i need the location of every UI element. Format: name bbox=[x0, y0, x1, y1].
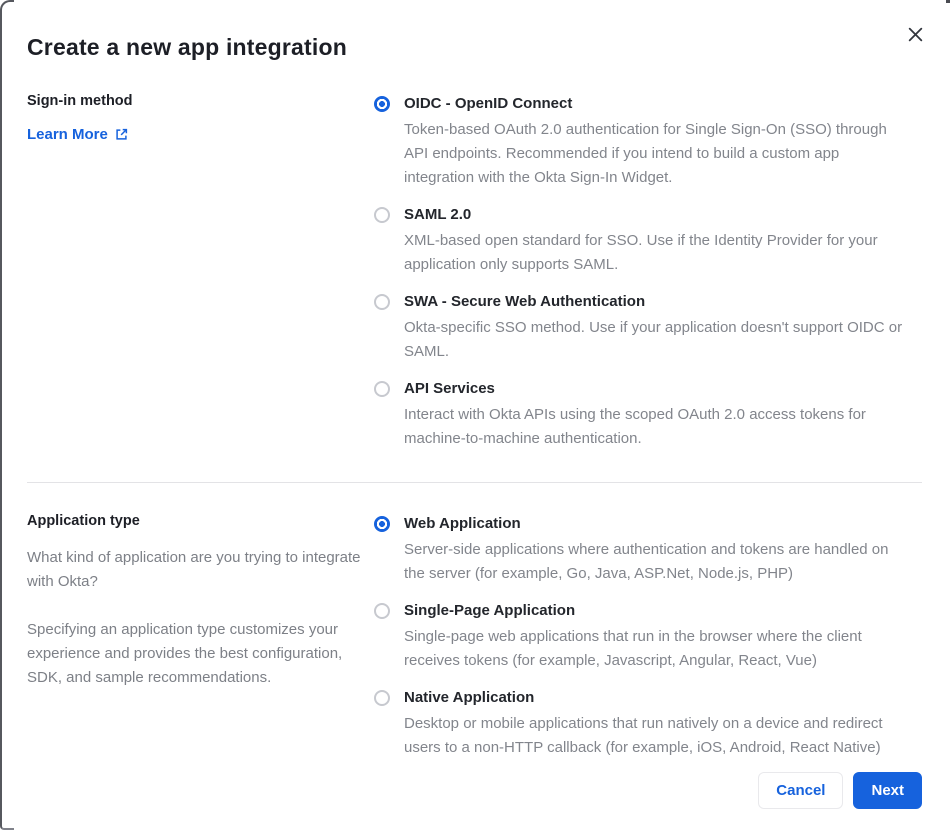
radio-option-oidc[interactable] bbox=[374, 93, 922, 190]
signin-method-label: Sign-in method bbox=[27, 93, 133, 109]
radio-button[interactable] bbox=[374, 603, 390, 619]
learn-more-label: Learn More bbox=[27, 126, 108, 143]
option-text bbox=[404, 600, 912, 673]
option-description: Server-side applications where authentication and tokens are handled on the server (for example, Go, Java, ASP.Net, Node.js, PHP) bbox=[404, 541, 889, 582]
radio-button[interactable] bbox=[374, 207, 390, 223]
option-text bbox=[404, 93, 912, 190]
radio-button[interactable] bbox=[374, 381, 390, 397]
close-button[interactable] bbox=[903, 22, 928, 47]
option-description: Okta-specific SSO method. Use if your application doesn't support OIDC or SAML. bbox=[404, 319, 903, 360]
radio-option-api-services[interactable] bbox=[374, 378, 922, 451]
application-type-question: What kind of application are you trying to integrate with Okta? bbox=[27, 549, 361, 590]
application-type-help-text: Specifying an application type customizes your experience and provides the best configuration, SDK, and sample recommendations. bbox=[27, 621, 343, 686]
close-icon bbox=[907, 26, 924, 43]
option-description: Token-based OAuth 2.0 authentication for Single Sign-On (SSO) through API endpoints. Recommended if you intend to build a custom app integration with the Okta Sign-In Widget. bbox=[404, 121, 887, 186]
option-label: OIDC - OpenID Connect bbox=[404, 95, 573, 112]
option-description: Interact with Okta APIs using the scoped OAuth 2.0 access tokens for machine-to-machine authentication. bbox=[404, 406, 866, 447]
option-description: Single-page web applications that run in the browser where the client receives tokens (for example, Javascript, Angular, React, Vue) bbox=[404, 628, 862, 669]
application-type-section bbox=[27, 513, 922, 760]
radio-option-native-application[interactable] bbox=[374, 687, 922, 760]
radio-option-saml[interactable] bbox=[374, 204, 922, 277]
option-text bbox=[404, 291, 912, 364]
radio-button[interactable] bbox=[374, 690, 390, 706]
radio-option-single-page-application[interactable] bbox=[374, 600, 922, 673]
application-type-label: Application type bbox=[27, 513, 140, 529]
signin-method-section bbox=[27, 93, 922, 451]
dialog-footer bbox=[27, 760, 922, 809]
option-description: XML-based open standard for SSO. Use if the Identity Provider for your application only supports SAML. bbox=[404, 232, 878, 273]
signin-method-left-column bbox=[27, 93, 374, 451]
radio-option-swa[interactable] bbox=[374, 291, 922, 364]
dialog-header bbox=[27, 34, 922, 61]
radio-option-web-application[interactable] bbox=[374, 513, 922, 586]
section-divider bbox=[27, 482, 922, 483]
signin-method-options bbox=[374, 93, 922, 451]
option-text bbox=[404, 687, 912, 760]
option-description: Desktop or mobile applications that run natively on a device and redirect users to a non-HTTP callback (for example, iOS, Android, React Native) bbox=[404, 715, 883, 756]
cancel-button[interactable]: Cancel bbox=[758, 772, 843, 809]
option-label: Web Application bbox=[404, 515, 521, 532]
radio-button[interactable] bbox=[374, 294, 390, 310]
application-type-left-column bbox=[27, 513, 374, 760]
option-label: Native Application bbox=[404, 689, 535, 706]
option-label: API Services bbox=[404, 380, 495, 397]
option-text bbox=[404, 513, 912, 586]
learn-more-link[interactable] bbox=[27, 126, 129, 143]
radio-button[interactable] bbox=[374, 96, 390, 112]
option-text bbox=[404, 378, 912, 451]
option-label: SAML 2.0 bbox=[404, 206, 472, 223]
option-text bbox=[404, 204, 912, 277]
next-button[interactable]: Next bbox=[853, 772, 922, 809]
external-link-icon bbox=[114, 127, 129, 142]
application-type-options bbox=[374, 513, 922, 760]
radio-button[interactable] bbox=[374, 516, 390, 532]
option-label: Single-Page Application bbox=[404, 602, 576, 619]
dialog-title: Create a new app integration bbox=[27, 34, 347, 60]
option-label: SWA - Secure Web Authentication bbox=[404, 293, 646, 310]
